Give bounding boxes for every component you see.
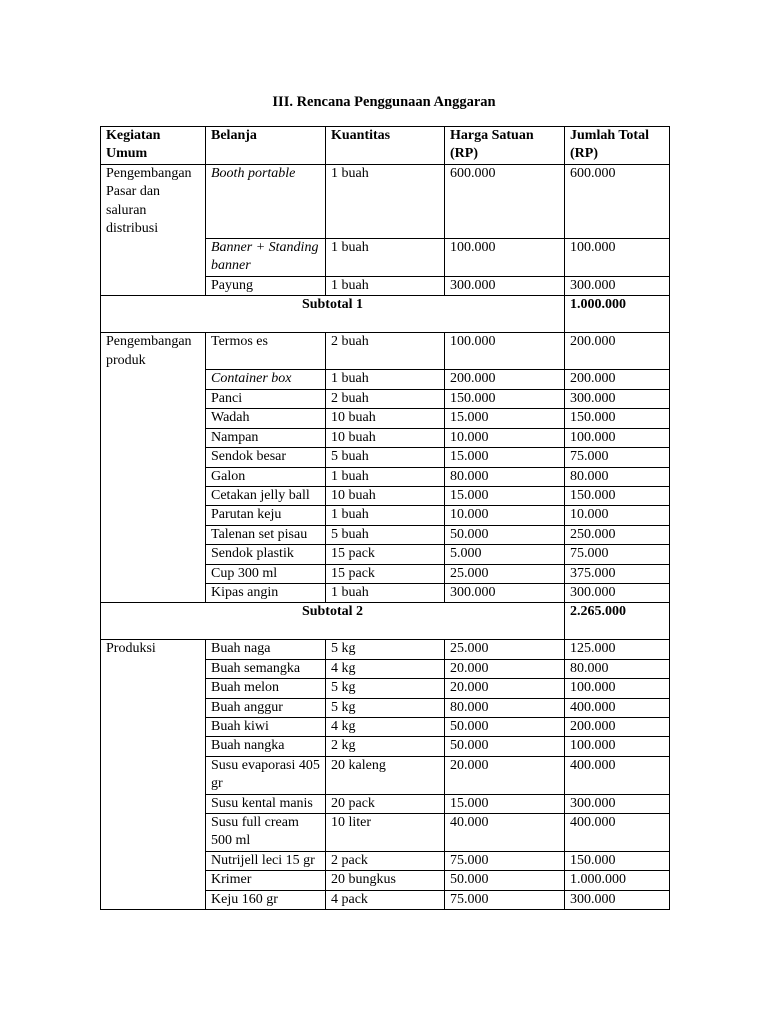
cell-jumlah: 100.000 <box>565 428 670 447</box>
cell-jumlah: 100.000 <box>565 238 670 276</box>
cell-kegiatan <box>101 851 206 870</box>
cell-harga: 300.000 <box>445 276 565 295</box>
table-row <box>101 640 670 659</box>
table-row <box>101 467 670 486</box>
cell-harga: 20.000 <box>445 756 565 794</box>
cell-kuantitas: 1 buah <box>326 506 445 525</box>
cell-kegiatan <box>101 467 206 486</box>
cell-kegiatan <box>101 238 206 276</box>
table-row <box>101 814 670 852</box>
cell-harga: 25.000 <box>445 564 565 583</box>
cell-harga: 100.000 <box>445 333 565 370</box>
cell-belanja: Buah semangka <box>206 659 326 678</box>
cell-kegiatan <box>101 370 206 389</box>
cell-kegiatan: Pengembangan produk <box>101 333 206 370</box>
table-row <box>101 276 670 295</box>
cell-kegiatan <box>101 717 206 736</box>
cell-kuantitas: 2 kg <box>326 737 445 756</box>
cell-kuantitas: 5 kg <box>326 698 445 717</box>
cell-kuantitas: 4 kg <box>326 717 445 736</box>
cell-belanja: Nampan <box>206 428 326 447</box>
cell-kuantitas: 15 pack <box>326 545 445 564</box>
cell-kuantitas: 2 buah <box>326 333 445 370</box>
cell-belanja: Parutan keju <box>206 506 326 525</box>
cell-belanja: Buah naga <box>206 640 326 659</box>
table-body <box>101 164 670 909</box>
cell-harga: 50.000 <box>445 525 565 544</box>
subtotal-label: Subtotal 2 <box>101 603 565 640</box>
cell-kuantitas: 1 buah <box>326 164 445 238</box>
cell-kuantitas: 1 buah <box>326 238 445 276</box>
cell-belanja: Nutrijell leci 15 gr <box>206 851 326 870</box>
table-row <box>101 756 670 794</box>
subtotal-value: 1.000.000 <box>565 296 670 333</box>
cell-harga: 5.000 <box>445 545 565 564</box>
cell-kuantitas: 4 kg <box>326 659 445 678</box>
table-row <box>101 679 670 698</box>
cell-kegiatan <box>101 659 206 678</box>
header-kuantitas: Kuantitas <box>326 127 445 165</box>
cell-belanja: Payung <box>206 276 326 295</box>
cell-harga: 15.000 <box>445 409 565 428</box>
table-row <box>101 409 670 428</box>
cell-jumlah: 150.000 <box>565 409 670 428</box>
cell-kegiatan <box>101 679 206 698</box>
table-row <box>101 370 670 389</box>
cell-kuantitas: 1 buah <box>326 467 445 486</box>
cell-harga: 15.000 <box>445 794 565 813</box>
cell-kuantitas: 10 liter <box>326 814 445 852</box>
cell-kuantitas: 5 buah <box>326 525 445 544</box>
cell-jumlah: 80.000 <box>565 467 670 486</box>
cell-kegiatan <box>101 814 206 852</box>
header-jumlah: Jumlah Total (RP) <box>565 127 670 165</box>
cell-kuantitas: 10 buah <box>326 428 445 447</box>
table-row <box>101 794 670 813</box>
table-row <box>101 428 670 447</box>
cell-kuantitas: 1 buah <box>326 370 445 389</box>
table-row <box>101 717 670 736</box>
cell-belanja: Susu full cream 500 ml <box>206 814 326 852</box>
cell-kegiatan <box>101 525 206 544</box>
cell-belanja: Keju 160 gr <box>206 890 326 909</box>
table-header-row <box>101 127 670 165</box>
budget-table <box>100 126 670 910</box>
cell-jumlah: 200.000 <box>565 333 670 370</box>
cell-harga: 100.000 <box>445 238 565 276</box>
cell-harga: 75.000 <box>445 851 565 870</box>
table-row <box>101 448 670 467</box>
cell-kuantitas: 1 buah <box>326 583 445 602</box>
table-row <box>101 890 670 909</box>
cell-kuantitas: 5 kg <box>326 679 445 698</box>
cell-jumlah: 375.000 <box>565 564 670 583</box>
table-row <box>101 698 670 717</box>
cell-belanja: Buah kiwi <box>206 717 326 736</box>
cell-harga: 15.000 <box>445 448 565 467</box>
cell-kegiatan <box>101 737 206 756</box>
header-harga: Harga Satuan (RP) <box>445 127 565 165</box>
cell-jumlah: 400.000 <box>565 814 670 852</box>
cell-belanja: Kipas angin <box>206 583 326 602</box>
cell-belanja: Galon <box>206 467 326 486</box>
table-row <box>101 389 670 408</box>
cell-harga: 200.000 <box>445 370 565 389</box>
cell-kuantitas: 20 pack <box>326 794 445 813</box>
cell-kuantitas: 5 kg <box>326 640 445 659</box>
cell-kegiatan: Produksi <box>101 640 206 659</box>
cell-kuantitas: 4 pack <box>326 890 445 909</box>
cell-belanja: Panci <box>206 389 326 408</box>
table-row <box>101 564 670 583</box>
cell-jumlah: 150.000 <box>565 486 670 505</box>
cell-jumlah: 125.000 <box>565 640 670 659</box>
cell-kegiatan <box>101 890 206 909</box>
cell-kuantitas: 10 buah <box>326 486 445 505</box>
cell-jumlah: 10.000 <box>565 506 670 525</box>
table-row <box>101 238 670 276</box>
table-row <box>101 525 670 544</box>
cell-harga: 15.000 <box>445 486 565 505</box>
cell-belanja: Cup 300 ml <box>206 564 326 583</box>
cell-harga: 10.000 <box>445 428 565 447</box>
cell-belanja: Sendok plastik <box>206 545 326 564</box>
cell-belanja: Buah anggur <box>206 698 326 717</box>
cell-kegiatan <box>101 545 206 564</box>
cell-kegiatan <box>101 448 206 467</box>
cell-harga: 80.000 <box>445 467 565 486</box>
cell-kuantitas: 15 pack <box>326 564 445 583</box>
table-row <box>101 737 670 756</box>
cell-kegiatan <box>101 756 206 794</box>
page-title: III. Rencana Penggunaan Anggaran <box>272 94 496 110</box>
cell-harga: 10.000 <box>445 506 565 525</box>
subtotal-row <box>101 603 670 640</box>
cell-belanja: Termos es <box>206 333 326 370</box>
cell-kuantitas: 10 buah <box>326 409 445 428</box>
cell-jumlah: 300.000 <box>565 794 670 813</box>
cell-kuantitas: 2 pack <box>326 851 445 870</box>
cell-kegiatan <box>101 794 206 813</box>
cell-belanja: Susu kental manis <box>206 794 326 813</box>
cell-belanja: Krimer <box>206 871 326 890</box>
subtotal-row <box>101 296 670 333</box>
cell-kegiatan <box>101 276 206 295</box>
table-row <box>101 871 670 890</box>
header-belanja: Belanja <box>206 127 326 165</box>
cell-kegiatan <box>101 506 206 525</box>
cell-harga: 600.000 <box>445 164 565 238</box>
cell-jumlah: 200.000 <box>565 370 670 389</box>
cell-belanja: Booth portable <box>206 164 326 238</box>
cell-harga: 50.000 <box>445 717 565 736</box>
cell-jumlah: 300.000 <box>565 890 670 909</box>
cell-jumlah: 100.000 <box>565 737 670 756</box>
cell-belanja: Sendok besar <box>206 448 326 467</box>
cell-jumlah: 1.000.000 <box>565 871 670 890</box>
cell-jumlah: 200.000 <box>565 717 670 736</box>
cell-harga: 20.000 <box>445 679 565 698</box>
cell-jumlah: 400.000 <box>565 756 670 794</box>
cell-kegiatan <box>101 698 206 717</box>
subtotal-label: Subtotal 1 <box>101 296 565 333</box>
cell-jumlah: 600.000 <box>565 164 670 238</box>
table-row <box>101 659 670 678</box>
cell-belanja: Talenan set pisau <box>206 525 326 544</box>
cell-kuantitas: 20 kaleng <box>326 756 445 794</box>
cell-harga: 300.000 <box>445 583 565 602</box>
cell-belanja: Susu evaporasi 405 gr <box>206 756 326 794</box>
table-row <box>101 164 670 238</box>
cell-jumlah: 100.000 <box>565 679 670 698</box>
cell-kuantitas: 1 buah <box>326 276 445 295</box>
table-row <box>101 851 670 870</box>
cell-kegiatan <box>101 871 206 890</box>
cell-jumlah: 150.000 <box>565 851 670 870</box>
cell-belanja: Buah nangka <box>206 737 326 756</box>
cell-kegiatan: Pengembangan Pasar dan saluran distribusi <box>101 164 206 238</box>
cell-kegiatan <box>101 564 206 583</box>
cell-belanja: Banner + Standing banner <box>206 238 326 276</box>
table-row <box>101 506 670 525</box>
cell-jumlah: 75.000 <box>565 448 670 467</box>
cell-jumlah: 300.000 <box>565 389 670 408</box>
table-row <box>101 486 670 505</box>
cell-harga: 80.000 <box>445 698 565 717</box>
cell-belanja: Container box <box>206 370 326 389</box>
cell-kuantitas: 2 buah <box>326 389 445 408</box>
cell-kuantitas: 20 bungkus <box>326 871 445 890</box>
table-row <box>101 333 670 370</box>
cell-jumlah: 80.000 <box>565 659 670 678</box>
cell-kegiatan <box>101 486 206 505</box>
cell-kuantitas: 5 buah <box>326 448 445 467</box>
cell-kegiatan <box>101 389 206 408</box>
cell-harga: 150.000 <box>445 389 565 408</box>
subtotal-value: 2.265.000 <box>565 603 670 640</box>
cell-harga: 20.000 <box>445 659 565 678</box>
cell-jumlah: 300.000 <box>565 583 670 602</box>
cell-harga: 40.000 <box>445 814 565 852</box>
cell-harga: 50.000 <box>445 871 565 890</box>
cell-jumlah: 300.000 <box>565 276 670 295</box>
cell-belanja: Buah melon <box>206 679 326 698</box>
table-row <box>101 545 670 564</box>
cell-jumlah: 250.000 <box>565 525 670 544</box>
table-row <box>101 583 670 602</box>
cell-belanja: Wadah <box>206 409 326 428</box>
cell-kegiatan <box>101 583 206 602</box>
header-kegiatan: Kegiatan Umum <box>101 127 206 165</box>
cell-harga: 50.000 <box>445 737 565 756</box>
cell-kegiatan <box>101 428 206 447</box>
cell-harga: 25.000 <box>445 640 565 659</box>
cell-belanja: Cetakan jelly ball <box>206 486 326 505</box>
cell-jumlah: 75.000 <box>565 545 670 564</box>
cell-jumlah: 400.000 <box>565 698 670 717</box>
cell-harga: 75.000 <box>445 890 565 909</box>
cell-kegiatan <box>101 409 206 428</box>
